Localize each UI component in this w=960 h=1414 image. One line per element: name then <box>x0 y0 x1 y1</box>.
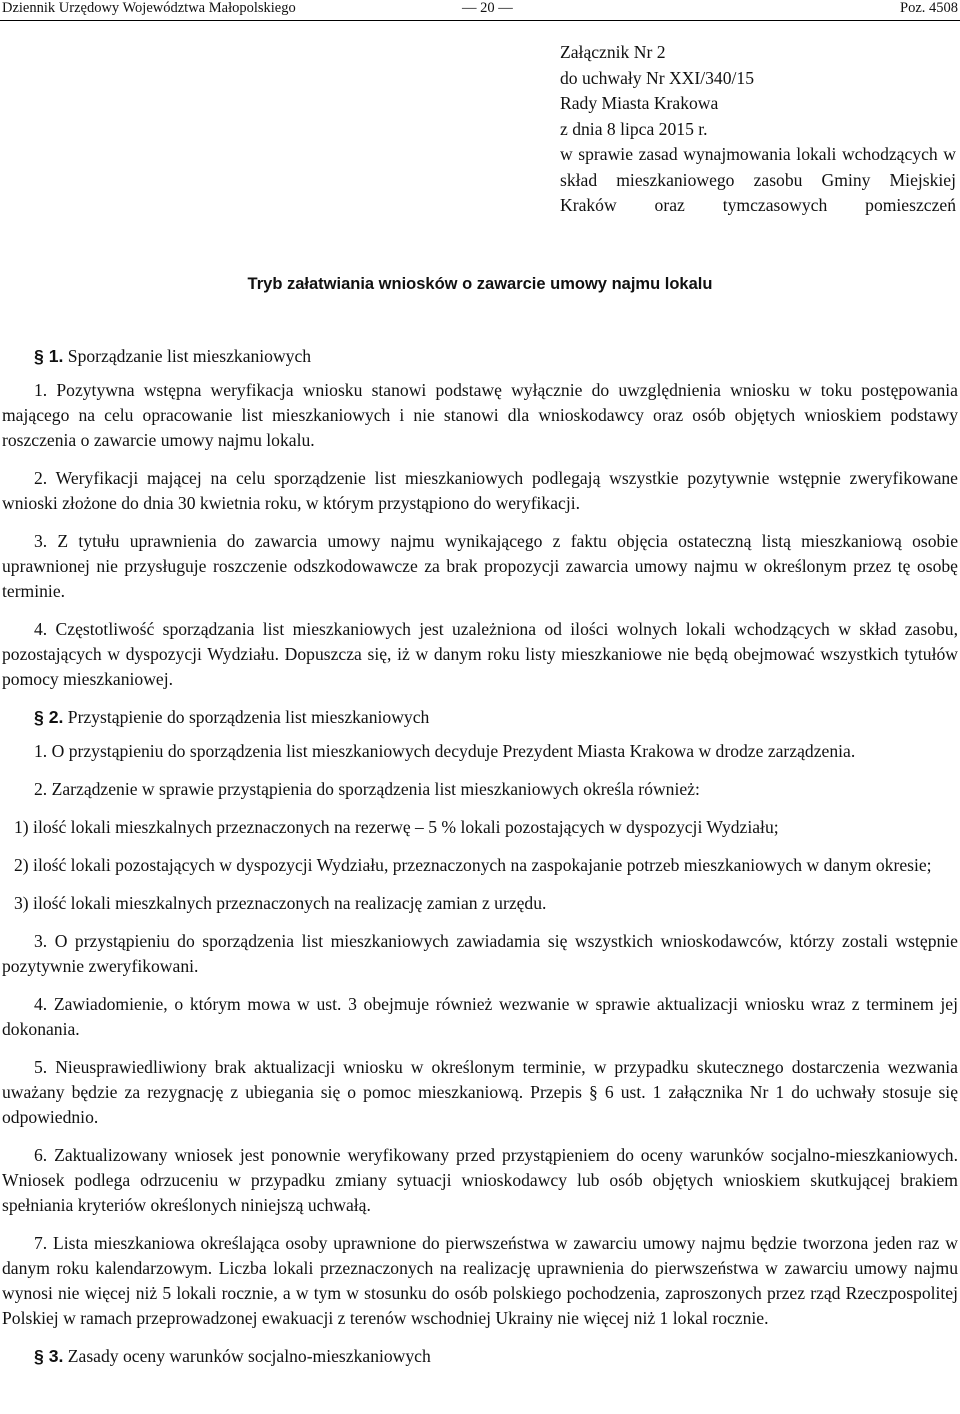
resolution-number: do uchwały Nr XXI/340/15 <box>560 67 754 88</box>
list-item: 1) ilość lokali mieszkalnych przeznaczonych na rezerwę – 5 % lokali pozostających w dyspozycji Wydziału; <box>14 817 779 837</box>
page-number: — 20 — <box>462 0 513 16</box>
document-title: Tryb załatwiania wniosków o zawarcie umowy najmu lokalu <box>247 275 713 293</box>
document-body <box>2 344 958 1378</box>
paragraph: 4. Częstotliwość sporządzania list mieszkaniowych jest uzależniona od ilości wolnych lokali wchodzących w skład zasobu, pozostających w dyspozycji Wydziału. Dopuszcza się, iż w danym roku listy mieszkaniowe nie będą obejmować wszystkich tytułów pomocy mieszkaniowej. <box>2 619 958 689</box>
annex-number: Załącznik Nr 2 <box>560 42 666 62</box>
journal-name: Dziennik Urzędowy Województwa Małopolskiego <box>2 0 296 16</box>
paragraph: 3. Z tytułu uprawnienia do zawarcia umowy najmu wynikającego z faktu objęcia ostateczną listą mieszkaniową osobie uprawnionej nie przysługuje roszczenie odszkodowawcze za brak propozycji zawarcia umowy najmu w określonym przez tę osobę terminie. <box>2 531 958 601</box>
paragraph: 1. Pozytywna wstępna weryfikacja wniosku stanowi podstawę wyłącznie do uwzględnienia wniosku w toku postępowania mającego na celu opracowanie list mieszkaniowych i nie stanowi dla wnioskodawcy oraz osób objętych wnioskiem podstawy roszczenia o zawarcie umowy najmu lokalu. <box>2 380 958 450</box>
paragraph: 2. Weryfikacji mającej na celu sporządzenie list mieszkaniowych podlegają wszystkie pozytywnie wstępnie zweryfikowane wnioski złożone do dnia 30 kwietnia roku, w którym przystąpiono do weryfikacji. <box>2 468 958 513</box>
section-1-heading <box>2 344 958 369</box>
section-sign: § <box>34 346 44 366</box>
section-title: Sporządzanie list mieszkaniowych <box>67 346 312 366</box>
paragraph: 7. Lista mieszkaniowa określająca osoby uprawnione do pierwszeństwa w zawarciu umowy najmu będzie tworzona jeden raz w danym roku kalendarzowym. Liczba lokali przeznaczonych na realizację uprawnienia do pierwszeństwa w zawarciu umowy najmu wynosi nie więcej niż 5 lokali rocznie, a w tym w stosunku do osób polskiego pochodzenia, zaproszonych przez rząd Rzeczpospolitej Polskiej w ramach przeprowadzonej ewakuacji z terenów wschodniej Ukrainy nie więcej niż 1 lokal rocznie. <box>2 1233 958 1328</box>
section-3-heading <box>2 1344 958 1369</box>
section-title: Przystąpienie do sporządzenia list mieszkaniowych <box>67 707 430 727</box>
paragraph: 2. Zarządzenie w sprawie przystąpienia do sporządzenia list mieszkaniowych określa również: <box>34 779 700 799</box>
page-header <box>0 0 960 21</box>
paragraph: 4. Zawiadomienie, o którym mowa w ust. 3 obejmuje również wezwanie w sprawie aktualizacji wniosku wraz z terminem jej dokonania. <box>2 994 958 1039</box>
council-name: Rady Miasta Krakowa <box>560 93 719 113</box>
annex-block <box>560 40 956 219</box>
section-title: Zasady oceny warunków socjalno-mieszkaniowych <box>67 1346 431 1366</box>
position-number: Poz. 4508 <box>900 0 958 16</box>
section-number: 3. <box>48 1346 64 1366</box>
resolution-date: z dnia 8 lipca 2015 r. <box>560 118 708 139</box>
resolution-subject: w sprawie zasad wynajmowania lokali wchodzących w skład mieszkaniowego zasobu Gminy Miejskiej Kraków oraz tymczasowych pomieszczeń <box>560 144 956 215</box>
paragraph: 1. O przystąpieniu do sporządzenia list mieszkaniowych decyduje Prezydent Miasta Krakowa w drodze zarządzenia. <box>34 741 856 761</box>
list-item: 3) ilość lokali mieszkalnych przeznaczonych na realizację zamian z urzędu. <box>14 893 547 913</box>
section-number: 1. <box>48 346 64 366</box>
paragraph: 5. Nieusprawiedliwiony brak aktualizacji wniosku w określonym terminie, w przypadku skutecznego dostarczenia wezwania uważany będzie za rezygnację z ubiegania się o pomoc mieszkaniową. Przepis § 6 ust. 1 załącznika Nr 1 do uchwały stosuje się odpowiednio. <box>2 1057 958 1127</box>
section-sign: § <box>34 1346 44 1366</box>
list-item: 2) ilość lokali pozostających w dyspozycji Wydziału, przeznaczonych na zaspokajanie potrzeb mieszkaniowych w danym okresie; <box>14 855 932 875</box>
paragraph: 3. O przystąpieniu do sporządzenia list mieszkaniowych zawiadamia się wszystkich wnioskodawców, którzy zostali wstępnie pozytywnie zweryfikowani. <box>2 931 958 976</box>
section-2-heading <box>2 705 958 730</box>
section-sign: § <box>34 707 44 727</box>
section-number: 2. <box>48 707 64 727</box>
paragraph: 6. Zaktualizowany wniosek jest ponownie weryfikowany przed przystąpieniem do oceny warunków socjalno-mieszkaniowych. Wniosek podlega odrzuceniu w przypadku zmiany sytuacji wnioskodawcy lub osób objętych wnioskiem skutkującej brakiem spełniania kryteriów określonych niniejszą uchwałą. <box>2 1145 958 1215</box>
